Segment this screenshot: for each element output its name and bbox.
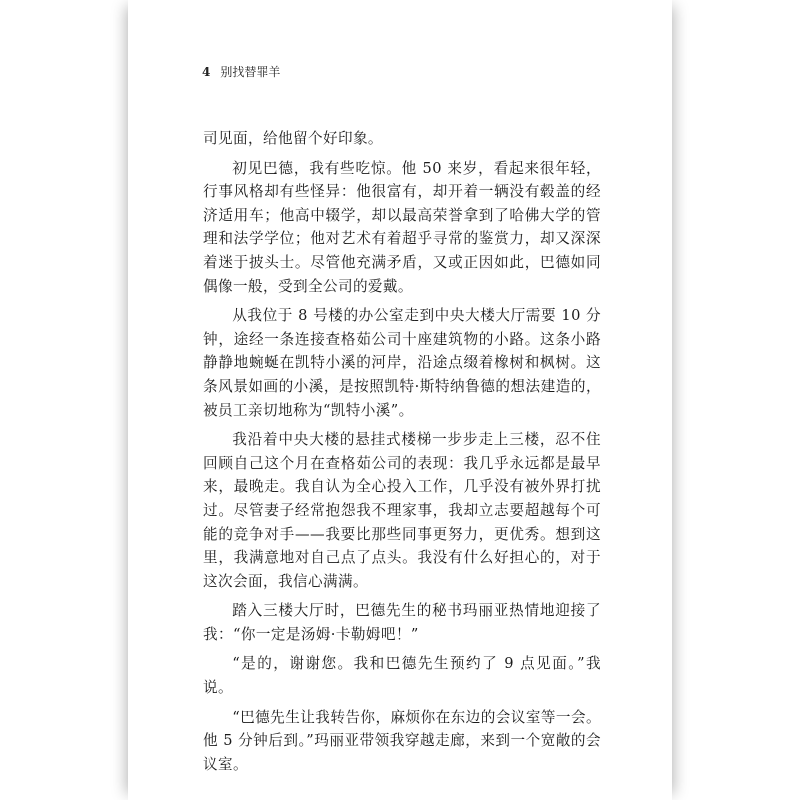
paragraph: 踏入三楼大厅时，巴德先生的秘书玛丽亚热情地迎接了我：“你一定是汤姆·卡勒姆吧！”: [203, 602, 601, 643]
paragraph: “是的，谢谢您。我和巴德先生预约了 9 点见面。”我说。: [203, 655, 601, 697]
paragraph: 从我位于 8 号楼的办公室走到中央大楼大厅需要 10 分钟，途经一条连接查格茹公司十座建筑物的小路。这条小路静静地蜿蜒在凯特小溪的河岸，沿途点缀着橡树和枫树。这条风景如画的小溪，是按照凯特·斯特纳鲁德的想法建造的，被员工亲切地称为“凯特小溪”。: [203, 307, 601, 419]
body-text: [203, 127, 601, 776]
page-number: 4: [202, 65, 211, 79]
book-page: [128, 0, 672, 800]
paragraph-continued: 司见面，给他留个好印象。: [203, 130, 383, 147]
running-head-title: 别找替罪羊: [220, 65, 281, 79]
paragraph: 我沿着中央大楼的悬挂式楼梯一步步走上三楼，忍不住回顾自己这个月在查格茹公司的表现：我几乎永远都是最早来，最晚走。我自认为全心投入工作，几乎没有被外界打扰过。尽管妻子经常抱怨我不理家事，我却立志要超越每个可能的竞争对手——我要比那些同事更努力，更优秀。想到这里，我满意地对自己点了点头。我没有什么好担心的，对于这次会面，我信心满满。: [203, 431, 601, 590]
paragraph: “巴德先生让我转告你，麻烦你在东边的会议室等一会。他 5 分钟后到。”玛丽亚带领我穿越走廊，来到一个宽敞的会议室。: [203, 708, 601, 773]
paragraph: 初见巴德，我有些吃惊。他 50 来岁，看起来很年轻，行事风格却有些怪异：他很富有，却开着一辆没有毂盖的经济适用车；他高中辍学，却以最高荣誉拿到了哈佛大学的管理和法学学位；他对艺术有着超乎寻常的鉴赏力，却又深深着迷于披头士。尽管他充满矛盾，又或正因如此，巴德如同偶像一般，受到全公司的爱戴。: [203, 159, 601, 295]
running-head: [202, 64, 280, 80]
